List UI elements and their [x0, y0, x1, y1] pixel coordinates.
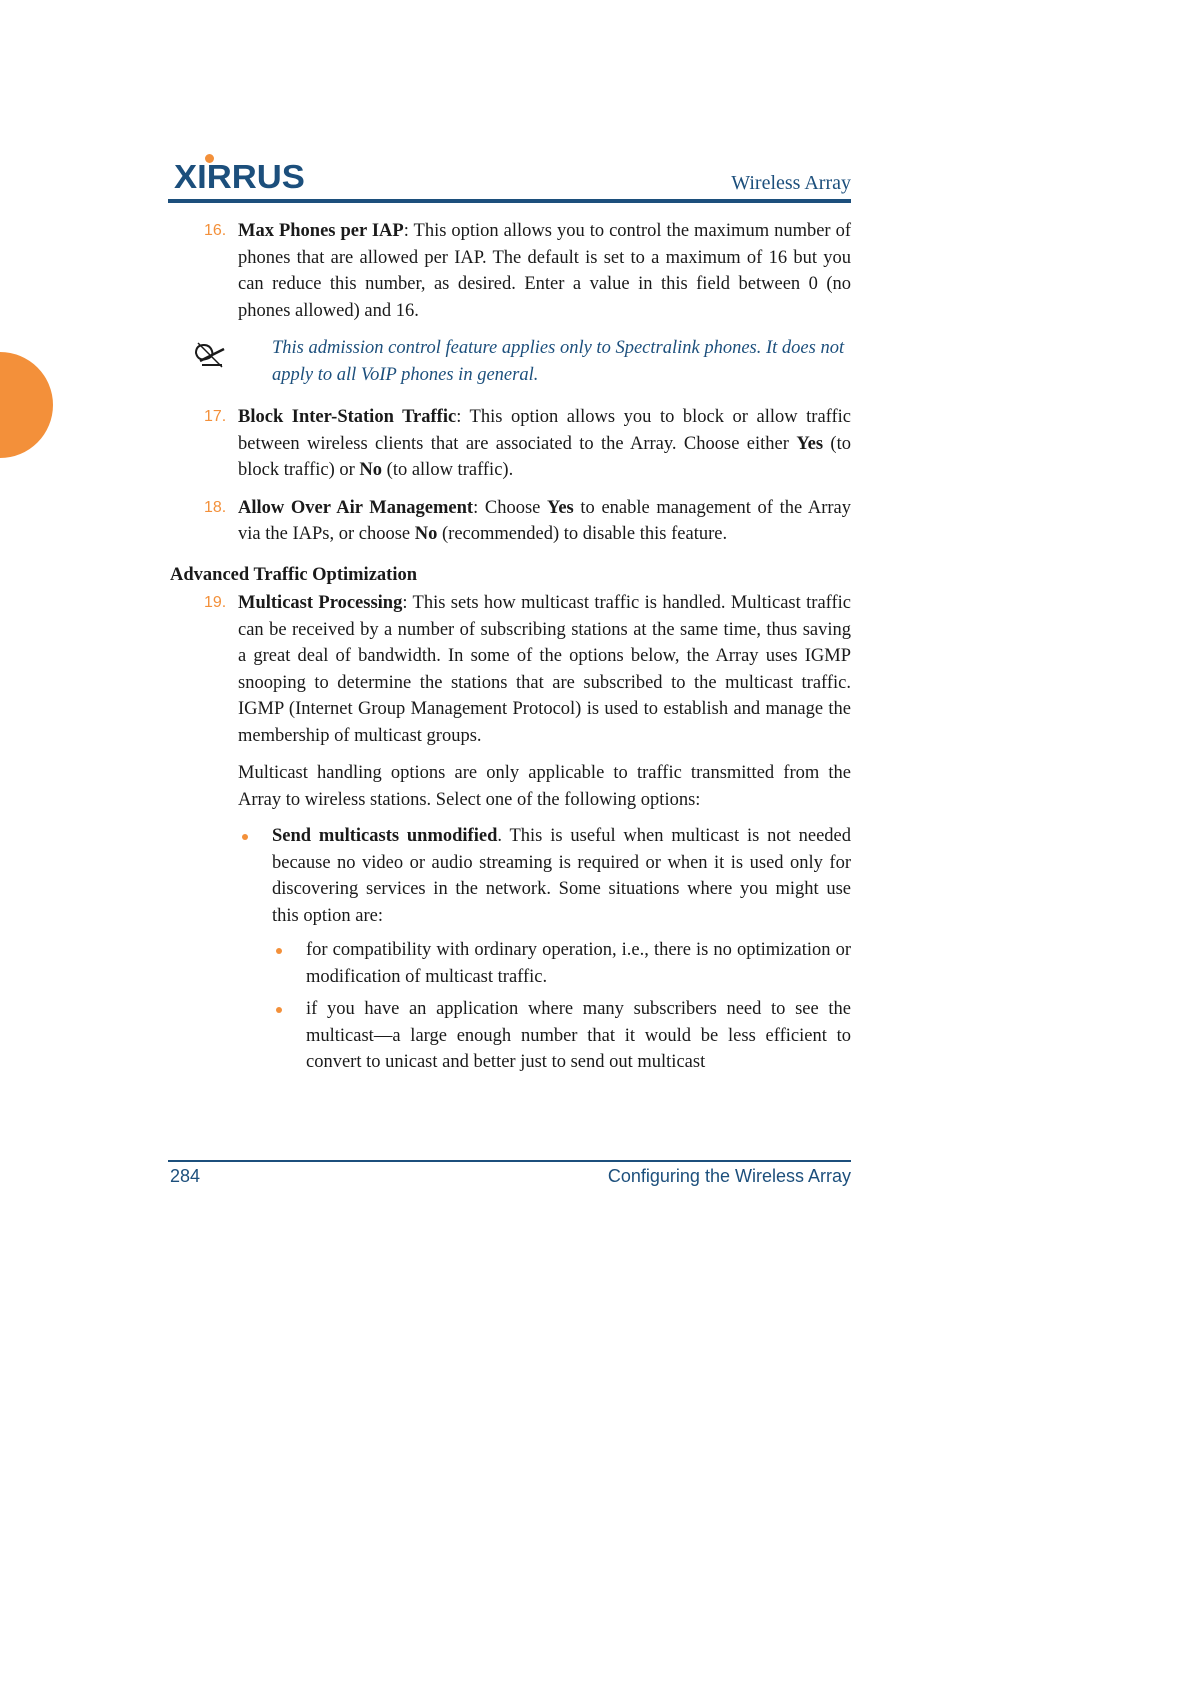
yes-keyword: Yes — [547, 497, 574, 518]
item-text: (to allow traffic). — [382, 460, 514, 480]
item-text: (recommended) to disable this feature. — [437, 524, 728, 544]
xirrus-logo: XIRRUS — [174, 158, 305, 195]
item-number: 16. — [204, 222, 227, 239]
item-label: Allow Over Air Management — [238, 497, 474, 518]
note-text: This admission control feature applies only to Spectralink phones. It does not apply to all VoIP phones in general. — [272, 338, 845, 385]
item-label: Max Phones per IAP — [238, 221, 404, 241]
bullet-send-unmodified — [170, 823, 851, 929]
item-number: 18. — [204, 498, 227, 516]
header-title: Wireless Array — [731, 172, 851, 194]
bullet-label: Send multicasts unmodified — [272, 826, 498, 846]
list-item-19 — [170, 590, 851, 749]
item-label: Multicast Processing — [238, 593, 403, 613]
pencil-note-icon — [192, 339, 228, 369]
bullet-text: . This is useful when multicast is not needed because no video or audio streaming is required or when it is used only for discovering services in the network. Some situations where you might use this option are: — [272, 826, 851, 926]
item-text: (to block traffic) or — [238, 433, 851, 480]
item-number: 17. — [204, 408, 227, 425]
item-text: : This option allows you to block or allow traffic between wireless clients that are associated to the Array. Choose either — [238, 407, 851, 454]
sub-bullet-compatibility — [170, 937, 851, 990]
item-text: : This sets how multicast traffic is handled. Multicast traffic can be received by a number of subscribing stations at the same time, thus saving a great deal of bandwidth. In some of the options below, the Array uses IGMP snooping to determine the stations that are subscribed to the multicast traffic. IGMP (Internet Group Management Protocol) is used to establish and manage the membership of multicast groups. — [238, 593, 851, 746]
section-heading: Advanced Traffic Optimization — [170, 564, 417, 585]
page-number: 284 — [170, 1166, 201, 1186]
list-item-17 — [170, 404, 851, 484]
no-keyword: No — [414, 524, 438, 544]
yes-keyword: Yes — [796, 433, 824, 454]
footer-rule — [168, 1160, 851, 1162]
bullet-dot — [242, 834, 248, 840]
item-number: 19. — [204, 594, 227, 611]
sub-bullet-text: for compatibility with ordinary operation, i.e., there is no optimization or modification of multicast traffic. — [306, 940, 851, 987]
item-label: Block Inter-Station Traffic — [238, 407, 457, 427]
header-rule — [168, 199, 851, 203]
admission-note — [170, 335, 851, 388]
item-text: : This option allows you to control the maximum number of phones that are allowed per IAP. The default is set to a maximum of 16 but you can reduce this number, as desired. Enter a value in this field between 0 (no phones allowed) and 16. — [238, 221, 851, 321]
sub-bullet-many-subscribers — [170, 996, 851, 1076]
page-header — [168, 150, 851, 206]
multicast-options-intro: Multicast handling options are only applicable to traffic transmitted from the Array to wireless stations. Select one of the following options: — [238, 763, 851, 810]
list-item-18 — [170, 495, 851, 548]
chapter-tab-marker — [0, 352, 53, 458]
no-keyword: No — [359, 460, 383, 480]
bullet-dot — [276, 948, 282, 954]
bullet-dot — [276, 1007, 282, 1013]
sub-bullet-text: if you have an application where many subscribers need to see the multicast—a large enough number that it would be less efficient to convert to unicast and better just to send out multicast — [306, 999, 851, 1072]
item-text: : Choose — [473, 497, 548, 518]
page-content — [170, 218, 851, 1082]
chapter-title: Configuring the Wireless Array — [607, 1166, 851, 1186]
list-item-16 — [170, 218, 851, 324]
item-text: to enable management of the Array via the IAPs, or choose — [238, 497, 851, 544]
